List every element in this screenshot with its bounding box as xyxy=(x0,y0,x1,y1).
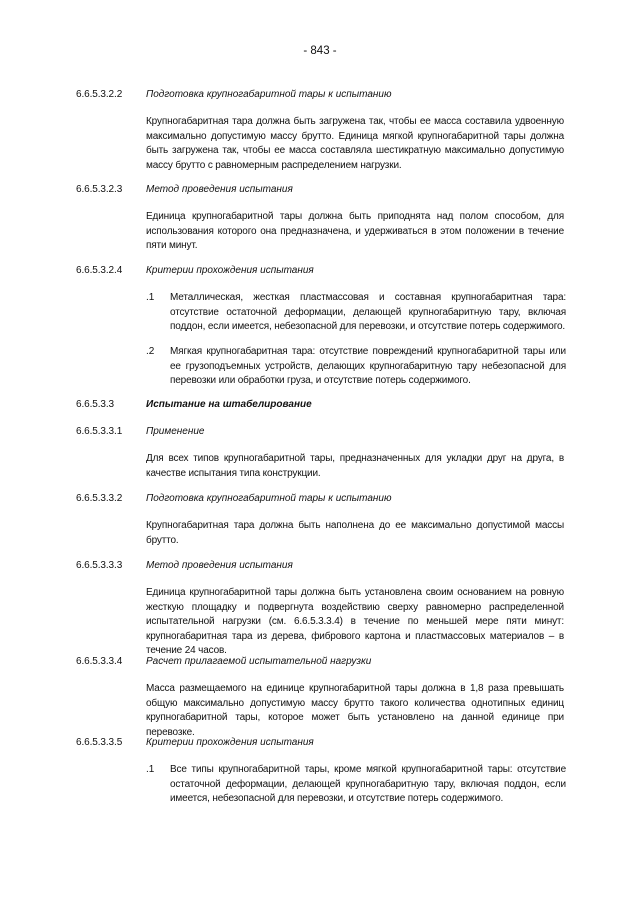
section-number: 6.6.5.3.3.1 xyxy=(76,426,123,437)
section-number: 6.6.5.3.3.4 xyxy=(76,656,123,667)
section-heading: Испытание на штабелирование xyxy=(146,399,312,410)
section-paragraph: Масса размещаемого на единице крупногабаритной тары должна в 1,8 раза превышать общую максимально допустимую массу брутто такого количества однотипных единиц крупногабаритной тары, которое может быть установлено на данной единице при перевозке. xyxy=(146,683,564,738)
section-heading: Критерии прохождения испытания xyxy=(146,737,314,748)
list-item-number: .2 xyxy=(146,346,155,357)
section-heading: Критерии прохождения испытания xyxy=(146,265,314,276)
section-heading: Подготовка крупногабаритной тары к испытанию xyxy=(146,89,392,100)
section-paragraph: Для всех типов крупногабаритной тары, предназначенных для укладки друг на друга, в качестве испытания типа конструкции. xyxy=(146,453,564,479)
section-heading: Метод проведения испытания xyxy=(146,184,293,195)
section-number: 6.6.5.3.3.2 xyxy=(76,493,123,504)
section-heading: Метод проведения испытания xyxy=(146,560,293,571)
section-paragraph: Крупногабаритная тара должна быть загружена так, чтобы ее масса составила удвоенную максимально допустимую массу брутто. Единица мягкой крупногабаритной тары должна быть загружена так, чтобы ее масса составляла шестикратную максимально допустимую массу брутто с равномерным распределением нагрузки. xyxy=(146,116,564,171)
section-paragraph: Единица крупногабаритной тары должна быть установлена своим основанием на ровную жесткую площадку и подвергнута воздействию сверху равномерно распределенной испытательной нагрузки (см. 6.6.5.3.3.4) в течение по меньшей мере пяти минут: крупногабаритная тара из дерева, фибрового картона и пластмассовых материалов – в течение 24 часов. xyxy=(146,587,564,656)
section-heading: Подготовка крупногабаритной тары к испытанию xyxy=(146,493,392,504)
page-number: - 843 - xyxy=(303,45,337,57)
section-paragraph: Крупногабаритная тара должна быть наполнена до ее максимально допустимой массы брутто. xyxy=(146,520,564,546)
section-number: 6.6.5.3.3 xyxy=(76,399,115,410)
section-heading: Расчет прилагаемой испытательной нагрузки xyxy=(146,656,372,667)
list-item-text: Все типы крупногабаритной тары, кроме мягкой крупногабаритной тары: отсутствие остаточной деформации, делающей крупногабаритную тару, включая поддон, если имеется, небезопасной для перевозки, и отсутствие потерь содержимого. xyxy=(170,764,566,804)
list-item-text: Мягкая крупногабаритная тара: отсутствие повреждений крупногабаритной тары или ее грузоподъемных устройств, делающих крупногабаритную тару небезопасной для перевозки или обработки груза, и отсутствие потерь содержимого. xyxy=(170,346,566,386)
section-number: 6.6.5.3.2.4 xyxy=(76,265,123,276)
section-number: 6.6.5.3.2.3 xyxy=(76,184,123,195)
list-item-text: Металлическая, жесткая пластмассовая и составная крупногабаритная тара: отсутствие остаточной деформации, делающей крупногабаритную тару, включая поддон, если имеется, небезопасной для перевозки, и отсутствие потерь содержимого. xyxy=(170,292,566,332)
section-number: 6.6.5.3.2.2 xyxy=(76,89,123,100)
section-heading: Применение xyxy=(146,426,205,437)
list-item-number: .1 xyxy=(146,764,155,775)
list-item-number: .1 xyxy=(146,292,155,303)
section-number: 6.6.5.3.3.5 xyxy=(76,737,123,748)
section-number: 6.6.5.3.3.3 xyxy=(76,560,123,571)
section-paragraph: Единица крупногабаритной тары должна быть приподнята над полом способом, для использования которого она предназначена, и удерживаться в этом положении в течение пяти минут. xyxy=(146,211,564,251)
